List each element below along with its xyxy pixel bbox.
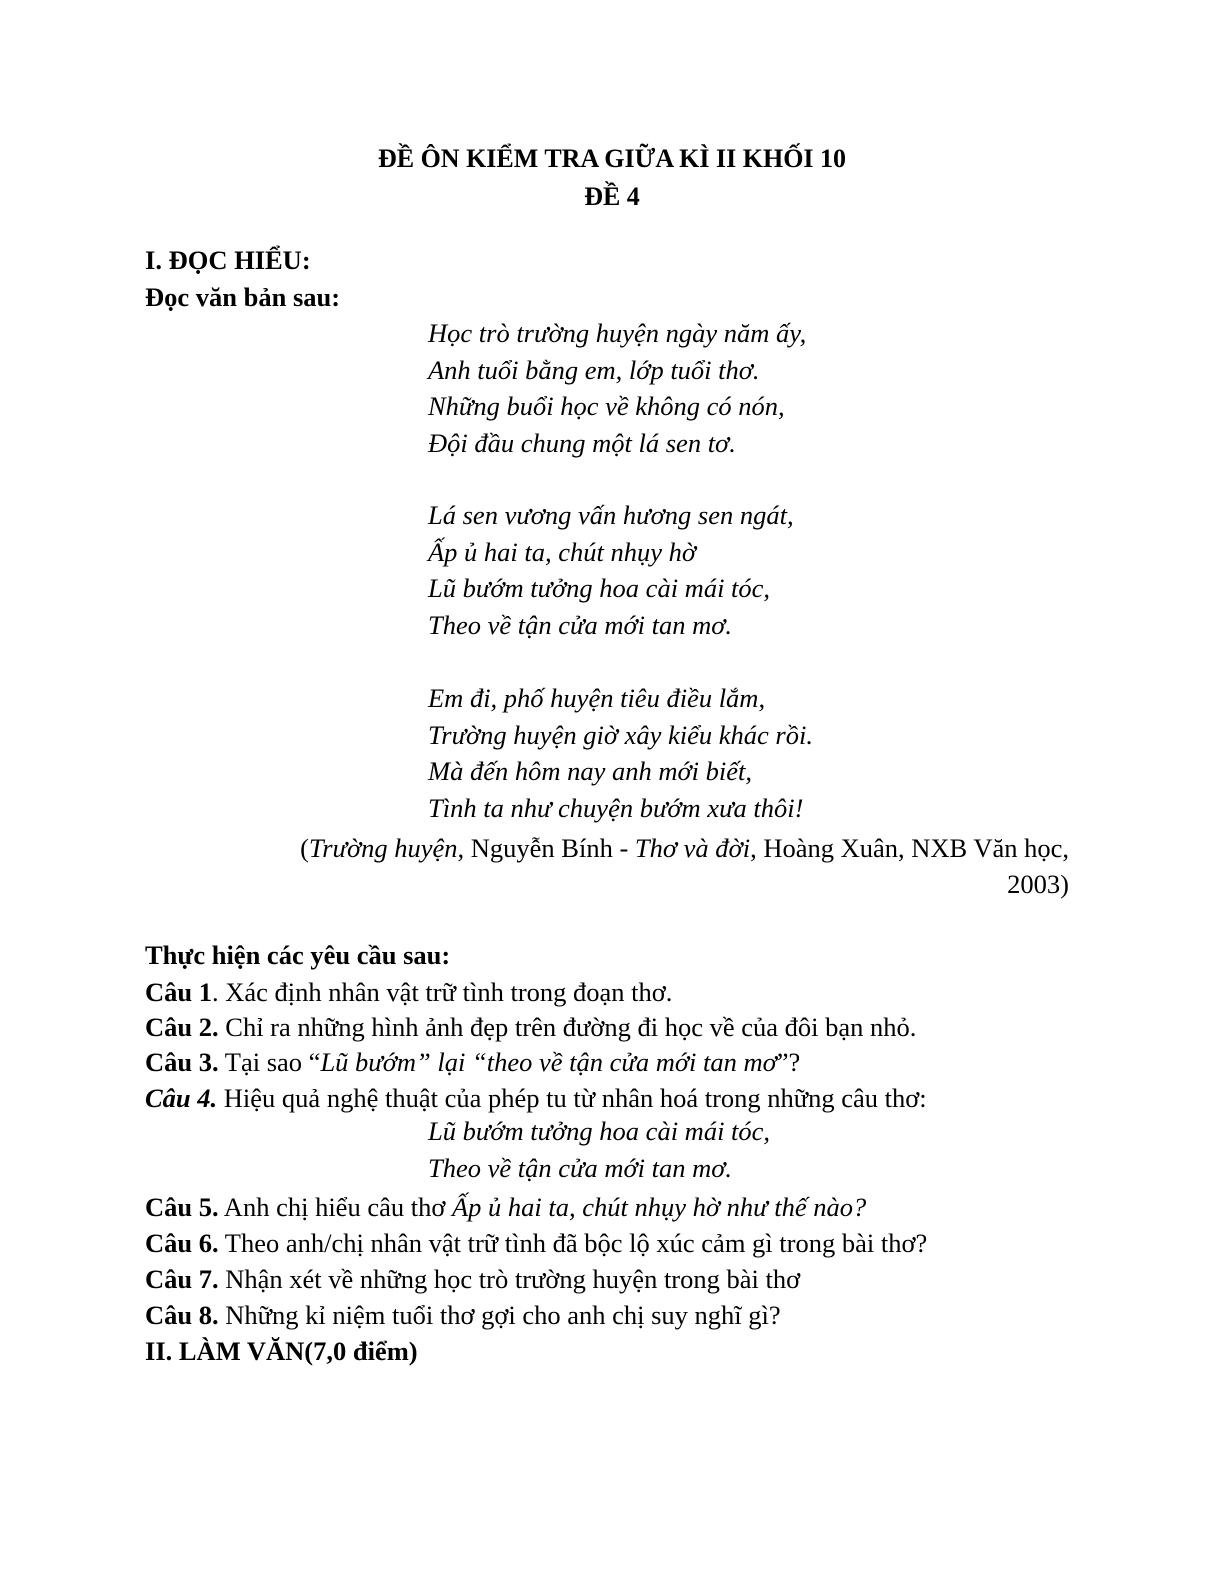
reading-instruction: Đọc văn bản sau: bbox=[145, 282, 341, 312]
poem-line: Lá sen vương vấn hương sen ngát, bbox=[428, 500, 794, 530]
document-subtitle: ĐỀ 4 bbox=[584, 182, 640, 211]
question-label: Câu 7. bbox=[145, 1264, 219, 1294]
question-7 bbox=[145, 1264, 800, 1294]
question-text: Tại sao “ bbox=[218, 1047, 321, 1077]
poem-line: Học trò trường huyện ngày năm ấy, bbox=[428, 318, 807, 348]
source-open-paren: ( bbox=[300, 833, 309, 863]
question-2 bbox=[145, 1012, 916, 1042]
question-text: Nhận xét về những học trò trường huyện trong bài thơ bbox=[218, 1264, 801, 1294]
question-4 bbox=[145, 1083, 927, 1113]
source-work-title: Trường huyện, bbox=[308, 833, 465, 863]
verse-line: Lũ bướm tưởng hoa cài mái tóc, bbox=[428, 1116, 771, 1146]
poem-line: Lũ bướm tưởng hoa cài mái tóc, bbox=[428, 573, 771, 603]
poem-stanza-1 bbox=[428, 315, 806, 461]
poem-line: Trường huyện giờ xây kiểu khác rồi. bbox=[428, 719, 813, 750]
poem-line: Ấp ủ hai ta, chút nhụy hờ bbox=[428, 536, 697, 567]
document-title: ĐỀ ÔN KIỂM TRA GIỮA KÌ II KHỐI 10 bbox=[377, 144, 847, 173]
question-text: Hiệu quả nghệ thuật của phép tu từ nhân hoá trong những câu thơ: bbox=[217, 1083, 927, 1113]
question-5 bbox=[145, 1192, 866, 1222]
poem-line: Anh tuổi bằng em, lớp tuổi thơ. bbox=[428, 354, 760, 385]
question-label: Câu 2. bbox=[145, 1012, 219, 1042]
question-text: . Xác định nhân vật trữ tình trong đoạn thơ. bbox=[212, 977, 673, 1007]
poem-line: Theo về tận cửa mới tan mơ. bbox=[428, 609, 733, 640]
tasks-heading: Thực hiện các yêu cầu sau: bbox=[145, 940, 451, 970]
question-quote: Lũ bướm” lại “theo về tận cửa mới tan mơ bbox=[320, 1047, 777, 1077]
question-text-end: ”? bbox=[776, 1047, 801, 1077]
question-label: Câu 4. bbox=[145, 1083, 218, 1113]
question-text: Những kỉ niệm tuổi thơ gợi cho anh chị suy nghĩ gì? bbox=[218, 1300, 781, 1330]
question-quote: Ấp ủ hai ta, chút nhụy hờ như thế nào? bbox=[451, 1192, 867, 1222]
source-publisher: , Hoàng Xuân, NXB Văn học, bbox=[750, 833, 1069, 863]
source-author: Nguyễn Bính - bbox=[464, 833, 635, 863]
source-year: 2003) bbox=[1007, 869, 1069, 899]
poem-line: Tình ta như chuyện bướm xưa thôi! bbox=[428, 792, 804, 823]
poem-source-citation bbox=[169, 830, 1069, 902]
section1-heading: I. ĐỌC HIỂU: bbox=[145, 245, 311, 275]
poem-line: Em đi, phố huyện tiêu điều lắm, bbox=[428, 683, 766, 713]
question-label: Câu 8. bbox=[145, 1300, 219, 1330]
section2-heading: II. LÀM VĂN(7,0 điểm) bbox=[145, 1336, 418, 1366]
question-text: Chỉ ra những hình ảnh đẹp trên đường đi học về của đôi bạn nhỏ. bbox=[218, 1012, 917, 1042]
question-text: Theo anh/chị nhân vật trữ tình đã bộc lộ xúc cảm gì trong bài thơ? bbox=[218, 1228, 928, 1258]
poem-line: Đội đầu chung một lá sen tơ. bbox=[428, 427, 736, 458]
question-label: Câu 6. bbox=[145, 1228, 219, 1258]
source-book-title: Thơ và đời bbox=[634, 833, 751, 863]
question-3 bbox=[145, 1047, 800, 1077]
poem-stanza-3 bbox=[428, 680, 813, 826]
question-6 bbox=[145, 1228, 927, 1258]
poem-stanza-2 bbox=[428, 497, 794, 643]
question-text: Anh chị hiểu câu thơ bbox=[218, 1192, 452, 1222]
poem-line: Mà đến hôm nay anh mới biết, bbox=[428, 756, 752, 786]
question-8 bbox=[145, 1300, 781, 1330]
question-1 bbox=[145, 977, 672, 1007]
question-4-verse bbox=[428, 1113, 770, 1186]
question-label: Câu 3. bbox=[145, 1047, 219, 1077]
poem-line: Những buổi học về không có nón, bbox=[428, 391, 785, 421]
question-label: Câu 1 bbox=[145, 977, 213, 1007]
verse-line: Theo về tận cửa mới tan mơ. bbox=[428, 1152, 733, 1183]
question-label: Câu 5. bbox=[145, 1192, 219, 1222]
